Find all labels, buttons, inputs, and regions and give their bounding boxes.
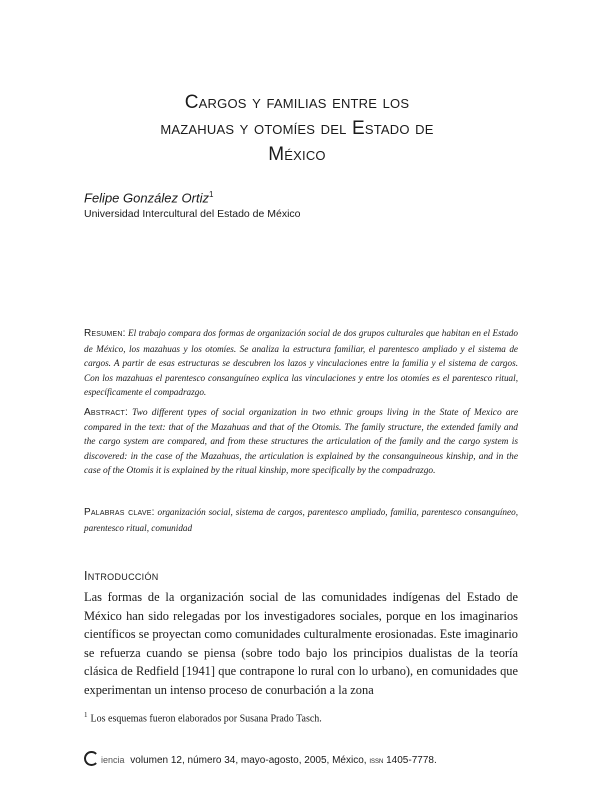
abstract-text: Two different types of social organization in two ethnic groups living in the State of Mexico are compared in the text: that of the Mazahuas and that of the Otomis. The family structure, the extended family and the cargo system are compared, and from these structures the articulation of the family and the cargo system is discovered: in the case of the Mazahuas, the articulation is explained by the consanguineous kinship, and in the case of the Otomis it is explained by the ritual kinship, more specifically by the compadrazgo. [84, 408, 518, 477]
journal-logo-icon [84, 751, 99, 766]
keywords-label: Palabras clave: [84, 507, 155, 518]
resumen-label: Resumen: [84, 328, 126, 339]
keywords-block [84, 505, 518, 535]
section-heading: Introducción [84, 569, 159, 583]
resumen-text: El trabajo compara dos formas de organización social de dos grupos culturales que habitan en el Estado de México, los mazahuas y los otomíes. Se analiza la estructura familiar, el parentesco ampliado y el sistema de cargos. A partir de esas estructuras se descubren los lazos y vinculaciones entre la familia y el sistema de cargos. Con los mazahuas el parentesco consanguíneo explica las vinculaciones y entre los otomíes es el parentesco ritual, específicamente el compadrazgo. [84, 328, 518, 398]
body-paragraph: Las formas de la organización social de las comunidades indígenas del Estado de México han sido relegadas por los investigadores sociales, porque en los imaginarios científicos se proyectan como comunidades culturalmente erosionadas. Este imaginario se refuerza cuando se piensa (sobre todo bajo los principios dualistas de la teoría clásica de Redfield [1941] que contrapone lo rural con lo urbano), en comunidades que experimentan un intenso proceso de conurbación a la zona [84, 590, 518, 697]
author-affiliation: Universidad Intercultural del Estado de México [84, 208, 301, 220]
abstract-block [84, 406, 518, 479]
title-line-3: México [268, 144, 326, 165]
abstract-label: Abstract: [84, 407, 128, 418]
author-name [84, 190, 213, 205]
title-line-1: Cargos y familias entre los [184, 92, 410, 113]
issn-number: 1405-7778. [386, 755, 437, 766]
article-title [60, 90, 534, 168]
title-line-2: mazahuas y otomíes del Estado de [160, 118, 434, 139]
footnote-mark: 1 [84, 711, 88, 719]
author-name-text: Felipe González Ortiz [84, 190, 209, 206]
citation-text: volumen 12, número 34, mayo-agosto, 2005, México, [130, 755, 367, 766]
footnote [84, 711, 322, 724]
keywords-text: organización social, sistema de cargos, parentesco ampliado, familia, parentesco consanguíneo, parentesco ritual, comunidad [84, 507, 518, 533]
issn-label: issn [369, 756, 384, 765]
resumen-block [84, 326, 518, 400]
page-footer [84, 751, 437, 766]
author-footnote-mark: 1 [209, 190, 214, 199]
journal-logo-text: iencia [101, 755, 125, 765]
footnote-text: Los esquemas fueron elaborados por Susana Prado Tasch. [90, 713, 322, 725]
